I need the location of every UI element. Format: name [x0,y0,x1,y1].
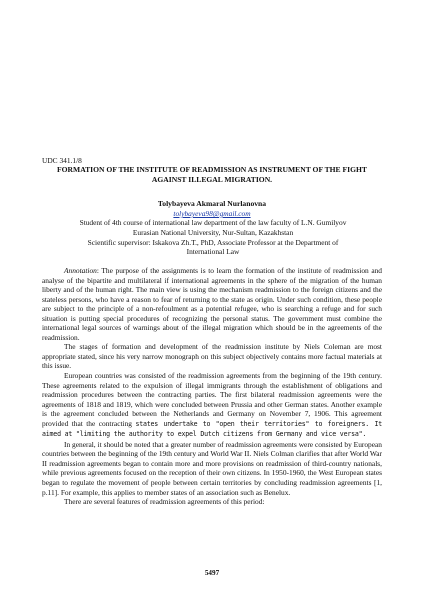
article-title: FORMATION OF THE INSTITUTE OF READMISSION AS INSTRUMENT OF THE FIGHT AGAINST ILLEGAL MIGRATION. [57,165,367,184]
annotation-label: Annotation [64,266,97,275]
affiliation-line: Scientific supervisor: Iskakova Zh.T., PhD, Associate Professor at the Department of [87,237,339,247]
author-name: Tolybayeva Akmaral Nurlanovna [157,199,267,208]
body-paragraph: In general, it should be noted that a greater number of readmission agreements were consisted by European countries between the beginning of the 19th century and World War II. Niels Colman clarifies that after World War II readmission agreements began to contain more and more provisions on readmission of third-country nationals, while previous agreements focused on the reception of their own citizens. In 1950-1960, the West European states began to regulate the movement of people between certain territories by concluding readmission agreements [1, p.11]. For example, this applies to member states of an association such as Benelux. [42,439,382,497]
affiliation-line: Student of 4th course of international law department of the law faculty of L.N. Gumilyov [79,218,347,227]
udc-code: UDC 341.1/8 [42,156,82,165]
annotation-paragraph [42,266,382,342]
author-email-link[interactable]: tolybayeva98@gmail.com [173,209,251,218]
quoted-text-span: states undertake to "open their territories" to foreigners. It aimed at "limiting the authority to expel Dutch citizens from Germany and vice versa". [42,419,382,439]
page-number: 5497 [204,569,220,577]
body-paragraph [42,371,382,440]
affiliation-line: Eurasian National University, Nur-Sultan, Kazakhstan [132,227,294,237]
body-text-span: European countries was consisted of the readmission agreements from the beginning of the 19th century. These agreements related to the expulsion of illegal immigrants through the establishment of obligations and readmission procedures between the contracting parties. The first bilateral readmission agreements were the agreements of 1818 and 1819, which were concluded between Prussia and other German states. Another example is the agreement concluded between the Netherlands and Germany on November 7, 1906. This agreement provided that the contracting [42,371,382,428]
body-paragraph: There are several features of readmission agreements of this period: [64,497,265,507]
annotation-text: : The purpose of the assignments is to learn the formation of the institute of readmission and analyse of the bipartite and multilateral if international agreements in the sphere of the migration of the human liberty and of the human right. The main view is using the mechanism readmission to the foreign citizens and the stateless persons, who have a reason to fear of returning to the state as origin. Under such condition, these people are subject to the principle of a non-refoulment as a potential refugee, who is searching a refuge and for such situation is putting special procedures of recognizing the personal status. The government must combine the international legal sources of warnings about of the illegal migration which should be in the agreements of the readmission. [42,266,382,342]
article-body [42,266,382,507]
affiliation-block [72,218,354,257]
affiliation-line: International Law [186,247,240,257]
body-paragraph: The stages of formation and development of the readmission institute by Niels Coleman are most appropriate stated, since his very narrow monograph on this subject objectively contains more factual materials at this issue. [42,342,382,371]
